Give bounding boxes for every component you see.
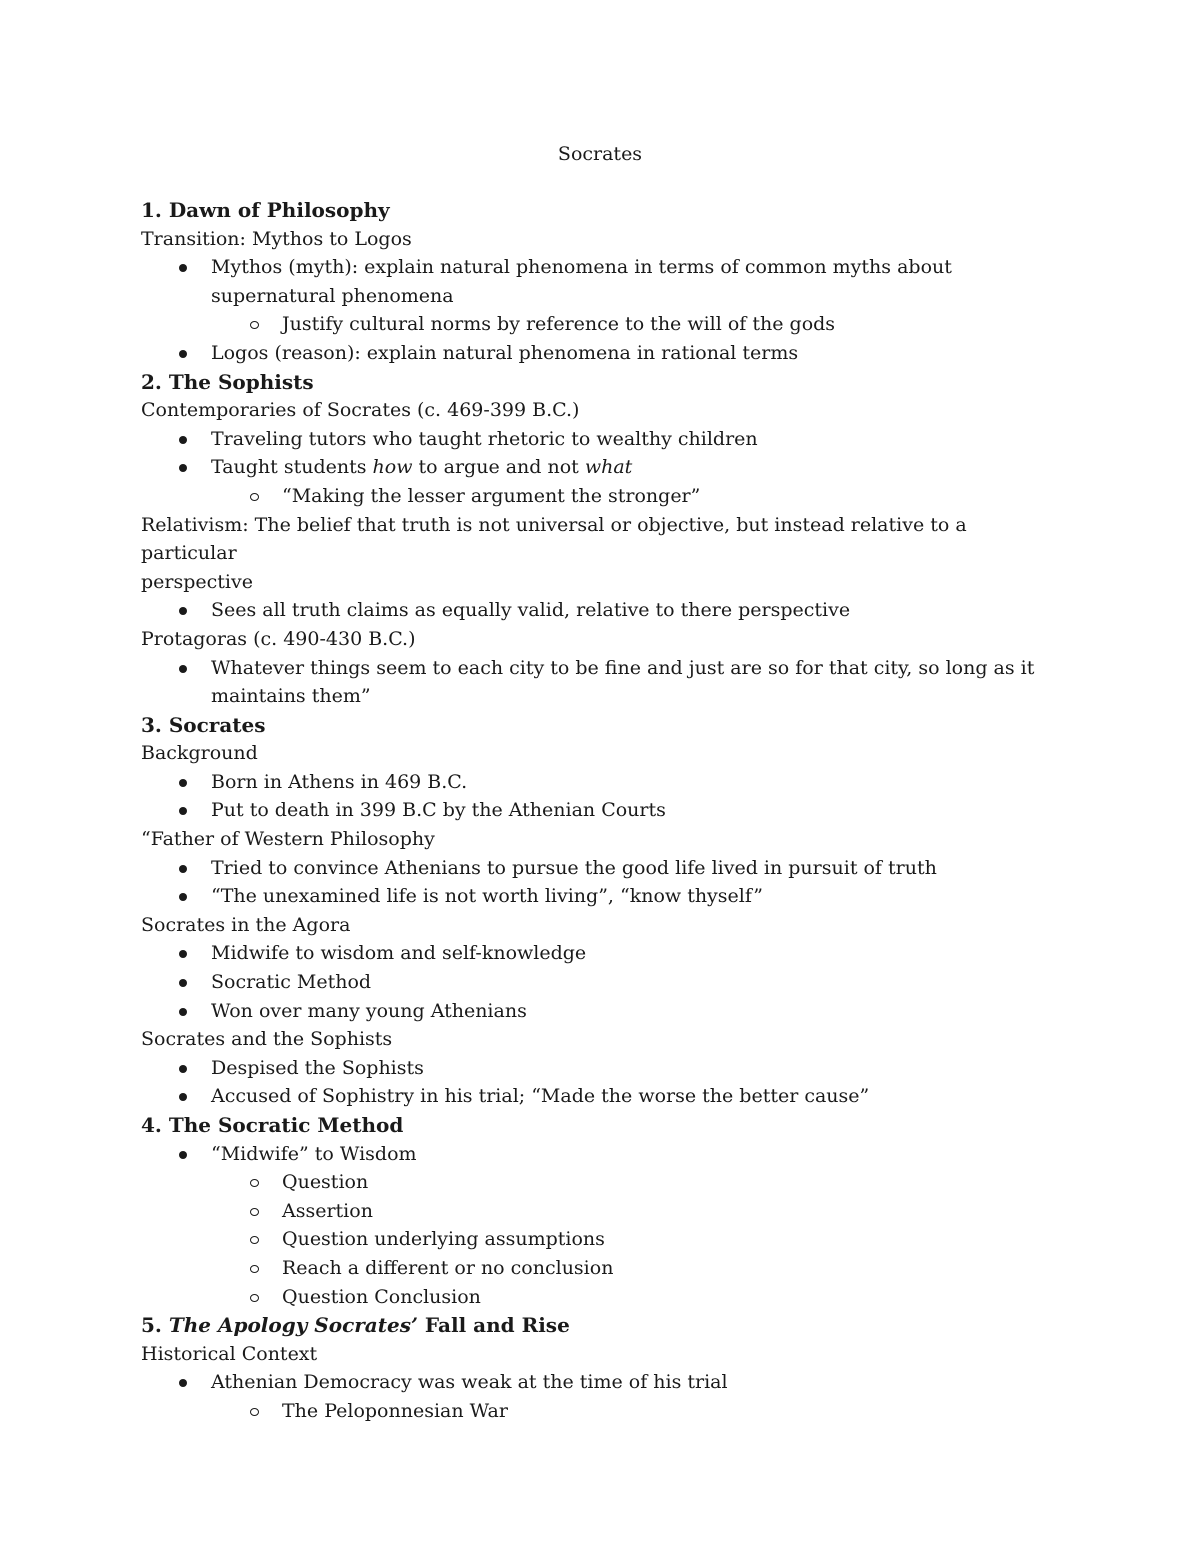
section-2-intro: Contemporaries of Socrates (c. 469-399 B.C.) [141, 399, 580, 422]
section-heading-2: 2. The Sophists [141, 369, 314, 394]
list-item: Tried to convince Athenians to pursue the good life lived in pursuit of truth [141, 854, 1061, 883]
document-title: Socrates [557, 143, 643, 165]
sophists-label: Socrates and the Sophists [141, 1028, 393, 1051]
bullet-circle-icon [250, 1179, 259, 1187]
bullet-dot-icon [179, 1008, 187, 1016]
bullet-dot-icon [179, 350, 187, 358]
bullet-dot-icon [179, 1065, 187, 1073]
bullet-dot-icon [179, 893, 187, 901]
list-item: Logos (reason): explain natural phenomena in rational terms [141, 339, 1061, 368]
sub-list-item: Question Conclusion [141, 1283, 1061, 1312]
sub-list-item: Question [141, 1168, 1061, 1197]
list-item: “Midwife” to Wisdom [141, 1140, 1061, 1169]
list-item: Sees all truth claims as equally valid, relative to there perspective [141, 596, 1061, 625]
list-item: Accused of Sophistry in his trial; “Made the worse the better cause” [141, 1082, 1061, 1111]
list-item: Traveling tutors who taught rhetoric to wealthy children [141, 425, 1061, 454]
sub-list-item: Question underlying assumptions [141, 1225, 1061, 1254]
document-body [141, 196, 1061, 1426]
list-item: Whatever things seem to each city to be fine and just are so for that city, so long as it [141, 654, 1061, 683]
bullet-dot-icon [179, 950, 187, 958]
relativism-definition-continuation: perspective [141, 570, 253, 593]
bullet-dot-icon [179, 264, 187, 272]
bullet-circle-icon [250, 1294, 259, 1302]
list-item: “The unexamined life is not worth living”, “know thyself” [141, 882, 1061, 911]
bullet-circle-icon [250, 1236, 259, 1244]
list-item-continuation: maintains them” [211, 685, 371, 708]
bullet-dot-icon [179, 1093, 187, 1101]
background-label: Background [141, 742, 258, 765]
bullet-dot-icon [179, 1151, 187, 1159]
bullet-dot-icon [179, 665, 187, 673]
sub-list-item: “Making the lesser argument the stronger” [141, 482, 1061, 511]
list-item: Born in Athens in 469 B.C. [141, 768, 1061, 797]
sub-list-item: The Peloponnesian War [141, 1397, 1061, 1426]
bullet-dot-icon [179, 807, 187, 815]
section-heading-5: 5. The Apology Socrates’ Fall and Rise [141, 1313, 570, 1338]
bullet-dot-icon [179, 436, 187, 444]
father-label: “Father of Western Philosophy [141, 828, 435, 851]
section-heading-3: 3. Socrates [141, 712, 266, 737]
bullet-dot-icon [179, 979, 187, 987]
bullet-circle-icon [250, 321, 259, 329]
list-item: Put to death in 399 B.C by the Athenian Courts [141, 796, 1061, 825]
bullet-dot-icon [179, 865, 187, 873]
protagoras-label: Protagoras (c. 490-430 B.C.) [141, 627, 416, 650]
list-item: Midwife to wisdom and self-knowledge [141, 939, 1061, 968]
section-1-intro: Transition: Mythos to Logos [141, 227, 412, 250]
bullet-circle-icon [250, 1208, 259, 1216]
bullet-dot-icon [179, 607, 187, 615]
list-item: Socratic Method [141, 968, 1061, 997]
list-item-continuation: supernatural phenomena [211, 284, 454, 307]
bullet-circle-icon [250, 1265, 259, 1273]
bullet-dot-icon [179, 1379, 187, 1387]
bullet-dot-icon [179, 464, 187, 472]
bullet-circle-icon [250, 1408, 259, 1416]
list-item: Won over many young Athenians [141, 997, 1061, 1026]
section-heading-1: 1. Dawn of Philosophy [141, 198, 390, 222]
bullet-circle-icon [250, 493, 259, 501]
list-item: Taught students how to argue and not what [141, 453, 1061, 482]
historical-context-label: Historical Context [141, 1342, 318, 1365]
bullet-dot-icon [179, 779, 187, 787]
sub-list-item: Justify cultural norms by reference to the will of the gods [141, 310, 1061, 339]
section-heading-4: 4. The Socratic Method [141, 1113, 404, 1137]
agora-label: Socrates in the Agora [141, 913, 351, 936]
list-item: Despised the Sophists [141, 1054, 1061, 1083]
relativism-definition: Relativism: The belief that truth is not universal or objective, but instead relative to a particular [141, 513, 967, 565]
sub-list-item: Assertion [141, 1197, 1061, 1226]
list-item: Athenian Democracy was weak at the time of his trial [141, 1368, 1061, 1397]
sub-list-item: Reach a different or no conclusion [141, 1254, 1061, 1283]
list-item: Mythos (myth): explain natural phenomena in terms of common myths about [141, 253, 1061, 282]
